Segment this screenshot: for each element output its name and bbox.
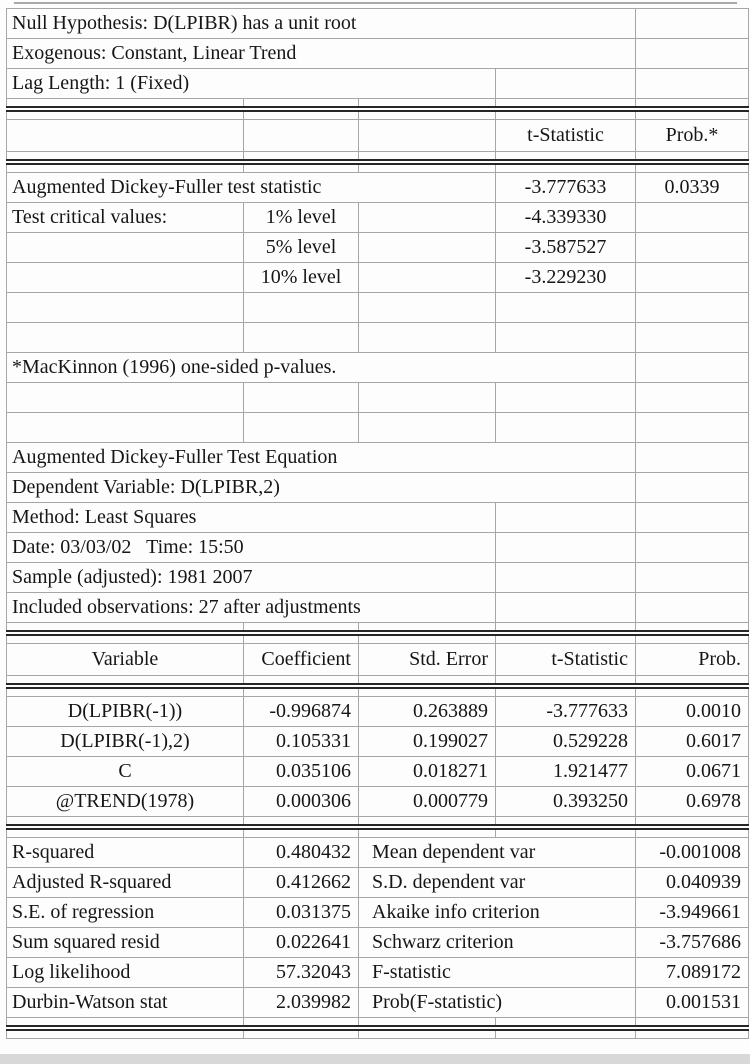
empty-cell: [496, 623, 636, 632]
spacer-row: [7, 688, 749, 697]
empty-cell: [359, 1018, 496, 1027]
empty-cell: [496, 99, 636, 108]
table-row: [7, 9, 749, 39]
empty-cell: [496, 635, 636, 644]
prob-value: 0.6017: [636, 727, 749, 757]
empty-cell: [359, 233, 496, 263]
spacer-row: [7, 817, 749, 826]
null-hypothesis-text: Null Hypothesis: D(LPIBR) has a unit root: [7, 9, 636, 39]
empty-cell: [496, 1018, 636, 1027]
summary-left-label: Sum squared resid: [7, 928, 244, 958]
summary-row: [7, 988, 749, 1018]
empty-cell: [359, 1030, 496, 1039]
empty-cell: [359, 817, 496, 826]
table-row: [7, 503, 749, 533]
summary-row: [7, 928, 749, 958]
empty-cell: [636, 533, 749, 563]
empty-cell: [244, 623, 359, 632]
summary-right-value: 0.040939: [636, 868, 749, 898]
t-statistic-value: -3.777633: [496, 697, 636, 727]
included-observations-text: Included observations: 27 after adjustments: [7, 593, 496, 623]
empty-cell: [496, 293, 636, 323]
variable-name: D(LPIBR(-1),2): [7, 727, 244, 757]
summary-right-label: Mean dependent var: [359, 838, 636, 868]
empty-cell: [496, 383, 636, 413]
empty-cell: [7, 323, 244, 353]
adf-prob-value: 0.0339: [636, 173, 749, 203]
t-statistic-value: 1.921477: [496, 757, 636, 787]
empty-cell: [636, 817, 749, 826]
empty-cell: [7, 688, 244, 697]
table-row: [7, 473, 749, 503]
coefficient-value: 0.000306: [244, 787, 359, 817]
empty-cell: [7, 99, 244, 108]
t-statistic-value: 0.393250: [496, 787, 636, 817]
empty-cell: [636, 623, 749, 632]
empty-cell: [7, 383, 244, 413]
empty-cell: [636, 563, 749, 593]
summary-right-value: -3.949661: [636, 898, 749, 928]
summary-right-label: Akaike info criterion: [359, 898, 636, 928]
coefficient-row: [7, 727, 749, 757]
empty-cell: [244, 383, 359, 413]
empty-cell: [496, 829, 636, 838]
table-row: [7, 593, 749, 623]
empty-cell: [636, 593, 749, 623]
empty-cell: [636, 353, 749, 383]
empty-cell: [496, 413, 636, 443]
empty-cell: [244, 1030, 359, 1039]
empty-cell: [636, 263, 749, 293]
coefficient-row: [7, 757, 749, 787]
summary-right-value: -0.001008: [636, 838, 749, 868]
empty-cell: [359, 203, 496, 233]
summary-row: [7, 868, 749, 898]
empty-cell: [636, 688, 749, 697]
empty-cell: [496, 817, 636, 826]
spacer-row: [7, 152, 749, 161]
summary-left-label: Durbin-Watson stat: [7, 988, 244, 1018]
method-text: Method: Least Squares: [7, 503, 496, 533]
empty-cell: [636, 99, 749, 108]
empty-cell: [636, 9, 749, 39]
empty-cell: [636, 1018, 749, 1027]
date-time-text: Date: 03/03/02 Time: 15:50: [7, 533, 496, 563]
coefficient-value: -0.996874: [244, 697, 359, 727]
empty-cell: [359, 323, 496, 353]
std-error-column-header: Std. Error: [359, 644, 496, 676]
empty-cell: [636, 39, 749, 69]
adf-output-table: [6, 8, 749, 1039]
adf-statistic-row: [7, 173, 749, 203]
empty-cell: [496, 152, 636, 161]
spacer-row: [7, 623, 749, 632]
coefficient-row: [7, 787, 749, 817]
empty-cell: [244, 676, 359, 685]
empty-cell: [7, 233, 244, 263]
empty-row: [7, 293, 749, 323]
critical-value-row-5pct: [7, 233, 749, 263]
variable-column-header: Variable: [7, 644, 244, 676]
mackinnon-footnote: *MacKinnon (1996) one-sided p-values.: [7, 353, 636, 383]
prob-value: 0.0010: [636, 697, 749, 727]
summary-left-value: 2.039982: [244, 988, 359, 1018]
adf-t-statistic-value: -3.777633: [496, 173, 636, 203]
critical-level-5pct: 5% level: [244, 233, 359, 263]
empty-cell: [244, 164, 359, 173]
empty-cell: [244, 635, 359, 644]
empty-cell: [7, 829, 244, 838]
spacer-row: [7, 1030, 749, 1039]
empty-cell: [359, 263, 496, 293]
critical-value-row-1pct: [7, 203, 749, 233]
empty-cell: [359, 413, 496, 443]
summary-right-label: Prob(F-statistic): [359, 988, 636, 1018]
empty-cell: [636, 203, 749, 233]
critical-value-row-10pct: [7, 263, 749, 293]
adf-test-label: Augmented Dickey-Fuller test statistic: [7, 173, 496, 203]
top-partial-gridline: [14, 2, 737, 4]
empty-cell: [636, 1030, 749, 1039]
empty-cell: [636, 164, 749, 173]
table-row: [7, 69, 749, 99]
critical-value-1pct: -4.339330: [496, 203, 636, 233]
empty-cell: [636, 473, 749, 503]
empty-cell: [7, 164, 244, 173]
empty-cell: [7, 635, 244, 644]
empty-row: [7, 413, 749, 443]
summary-row: [7, 838, 749, 868]
summary-left-value: 0.412662: [244, 868, 359, 898]
summary-right-label: Schwarz criterion: [359, 928, 636, 958]
empty-cell: [359, 293, 496, 323]
spacer-row: [7, 635, 749, 644]
empty-cell: [7, 263, 244, 293]
summary-row: [7, 958, 749, 988]
exogenous-text: Exogenous: Constant, Linear Trend: [7, 39, 636, 69]
empty-cell: [496, 563, 636, 593]
empty-cell: [636, 635, 749, 644]
coefficient-value: 0.035106: [244, 757, 359, 787]
empty-cell: [496, 593, 636, 623]
critical-level-10pct: 10% level: [244, 263, 359, 293]
dependent-variable-text: Dependent Variable: D(LPIBR,2): [7, 473, 636, 503]
empty-cell: [7, 623, 244, 632]
coefficient-value: 0.105331: [244, 727, 359, 757]
t-statistic-value: 0.529228: [496, 727, 636, 757]
equation-title-text: Augmented Dickey-Fuller Test Equation: [7, 443, 636, 473]
empty-cell: [496, 1030, 636, 1039]
empty-cell: [244, 120, 359, 152]
summary-right-value: 7.089172: [636, 958, 749, 988]
empty-cell: [7, 817, 244, 826]
spacer-row: [7, 829, 749, 838]
empty-cell: [359, 676, 496, 685]
prob-column-header: Prob.: [636, 644, 749, 676]
empty-cell: [7, 120, 244, 152]
empty-cell: [496, 323, 636, 353]
empty-cell: [244, 413, 359, 443]
footnote-row: [7, 353, 749, 383]
summary-left-value: 0.022641: [244, 928, 359, 958]
empty-cell: [359, 164, 496, 173]
empty-cell: [496, 533, 636, 563]
empty-cell: [7, 676, 244, 685]
empty-cell: [244, 323, 359, 353]
summary-left-value: 57.32043: [244, 958, 359, 988]
summary-left-value: 0.031375: [244, 898, 359, 928]
critical-value-10pct: -3.229230: [496, 263, 636, 293]
summary-right-label: F-statistic: [359, 958, 636, 988]
empty-cell: [244, 829, 359, 838]
empty-cell: [636, 443, 749, 473]
summary-row: [7, 898, 749, 928]
empty-cell: [636, 503, 749, 533]
empty-cell: [359, 383, 496, 413]
empty-cell: [7, 1030, 244, 1039]
empty-cell: [359, 623, 496, 632]
t-statistic-column-header: t-Statistic: [496, 644, 636, 676]
coefficient-header-row: [7, 644, 749, 676]
table-row: [7, 563, 749, 593]
empty-row: [7, 383, 749, 413]
empty-cell: [244, 1018, 359, 1027]
empty-cell: [244, 152, 359, 161]
empty-cell: [636, 111, 749, 120]
prob-value: 0.6978: [636, 787, 749, 817]
empty-cell: [636, 829, 749, 838]
empty-cell: [359, 99, 496, 108]
variable-name: C: [7, 757, 244, 787]
summary-left-value: 0.480432: [244, 838, 359, 868]
empty-cell: [496, 503, 636, 533]
empty-cell: [244, 99, 359, 108]
critical-value-5pct: -3.587527: [496, 233, 636, 263]
empty-cell: [636, 383, 749, 413]
summary-right-value: 0.001531: [636, 988, 749, 1018]
empty-cell: [244, 111, 359, 120]
lag-length-text: Lag Length: 1 (Fixed): [7, 69, 496, 99]
empty-cell: [496, 164, 636, 173]
coefficient-row: [7, 697, 749, 727]
empty-cell: [636, 233, 749, 263]
coefficient-column-header: Coefficient: [244, 644, 359, 676]
statistic-header-row: [7, 120, 749, 152]
spacer-row: [7, 1018, 749, 1027]
sample-text: Sample (adjusted): 1981 2007: [7, 563, 496, 593]
empty-cell: [359, 120, 496, 152]
empty-cell: [636, 69, 749, 99]
table-row: [7, 39, 749, 69]
empty-cell: [7, 1018, 244, 1027]
spacer-row: [7, 164, 749, 173]
spacer-row: [7, 676, 749, 685]
summary-left-label: R-squared: [7, 838, 244, 868]
empty-cell: [636, 293, 749, 323]
empty-cell: [359, 829, 496, 838]
table-row: [7, 443, 749, 473]
variable-name: D(LPIBR(-1)): [7, 697, 244, 727]
table-row: [7, 533, 749, 563]
t-statistic-column-header: t-Statistic: [496, 120, 636, 152]
summary-left-label: Adjusted R-squared: [7, 868, 244, 898]
empty-cell: [496, 676, 636, 685]
empty-cell: [244, 293, 359, 323]
empty-row: [7, 323, 749, 353]
empty-cell: [496, 688, 636, 697]
summary-left-label: Log likelihood: [7, 958, 244, 988]
empty-cell: [636, 323, 749, 353]
empty-cell: [636, 152, 749, 161]
empty-cell: [496, 111, 636, 120]
empty-cell: [7, 152, 244, 161]
empty-cell: [359, 152, 496, 161]
empty-cell: [359, 688, 496, 697]
empty-cell: [7, 111, 244, 120]
std-error-value: 0.263889: [359, 697, 496, 727]
spacer-row: [7, 99, 749, 108]
prob-column-header: Prob.*: [636, 120, 749, 152]
variable-name: @TREND(1978): [7, 787, 244, 817]
critical-level-1pct: 1% level: [244, 203, 359, 233]
summary-left-label: S.E. of regression: [7, 898, 244, 928]
prob-value: 0.0671: [636, 757, 749, 787]
std-error-value: 0.018271: [359, 757, 496, 787]
bottom-background-strip: [0, 1054, 750, 1064]
summary-right-label: S.D. dependent var: [359, 868, 636, 898]
empty-cell: [636, 676, 749, 685]
empty-cell: [244, 817, 359, 826]
empty-cell: [359, 635, 496, 644]
empty-cell: [7, 293, 244, 323]
summary-right-value: -3.757686: [636, 928, 749, 958]
critical-values-label: Test critical values:: [7, 203, 244, 233]
spacer-row: [7, 111, 749, 120]
empty-cell: [244, 688, 359, 697]
empty-cell: [359, 111, 496, 120]
empty-cell: [7, 413, 244, 443]
std-error-value: 0.000779: [359, 787, 496, 817]
empty-cell: [496, 69, 636, 99]
empty-cell: [636, 413, 749, 443]
std-error-value: 0.199027: [359, 727, 496, 757]
